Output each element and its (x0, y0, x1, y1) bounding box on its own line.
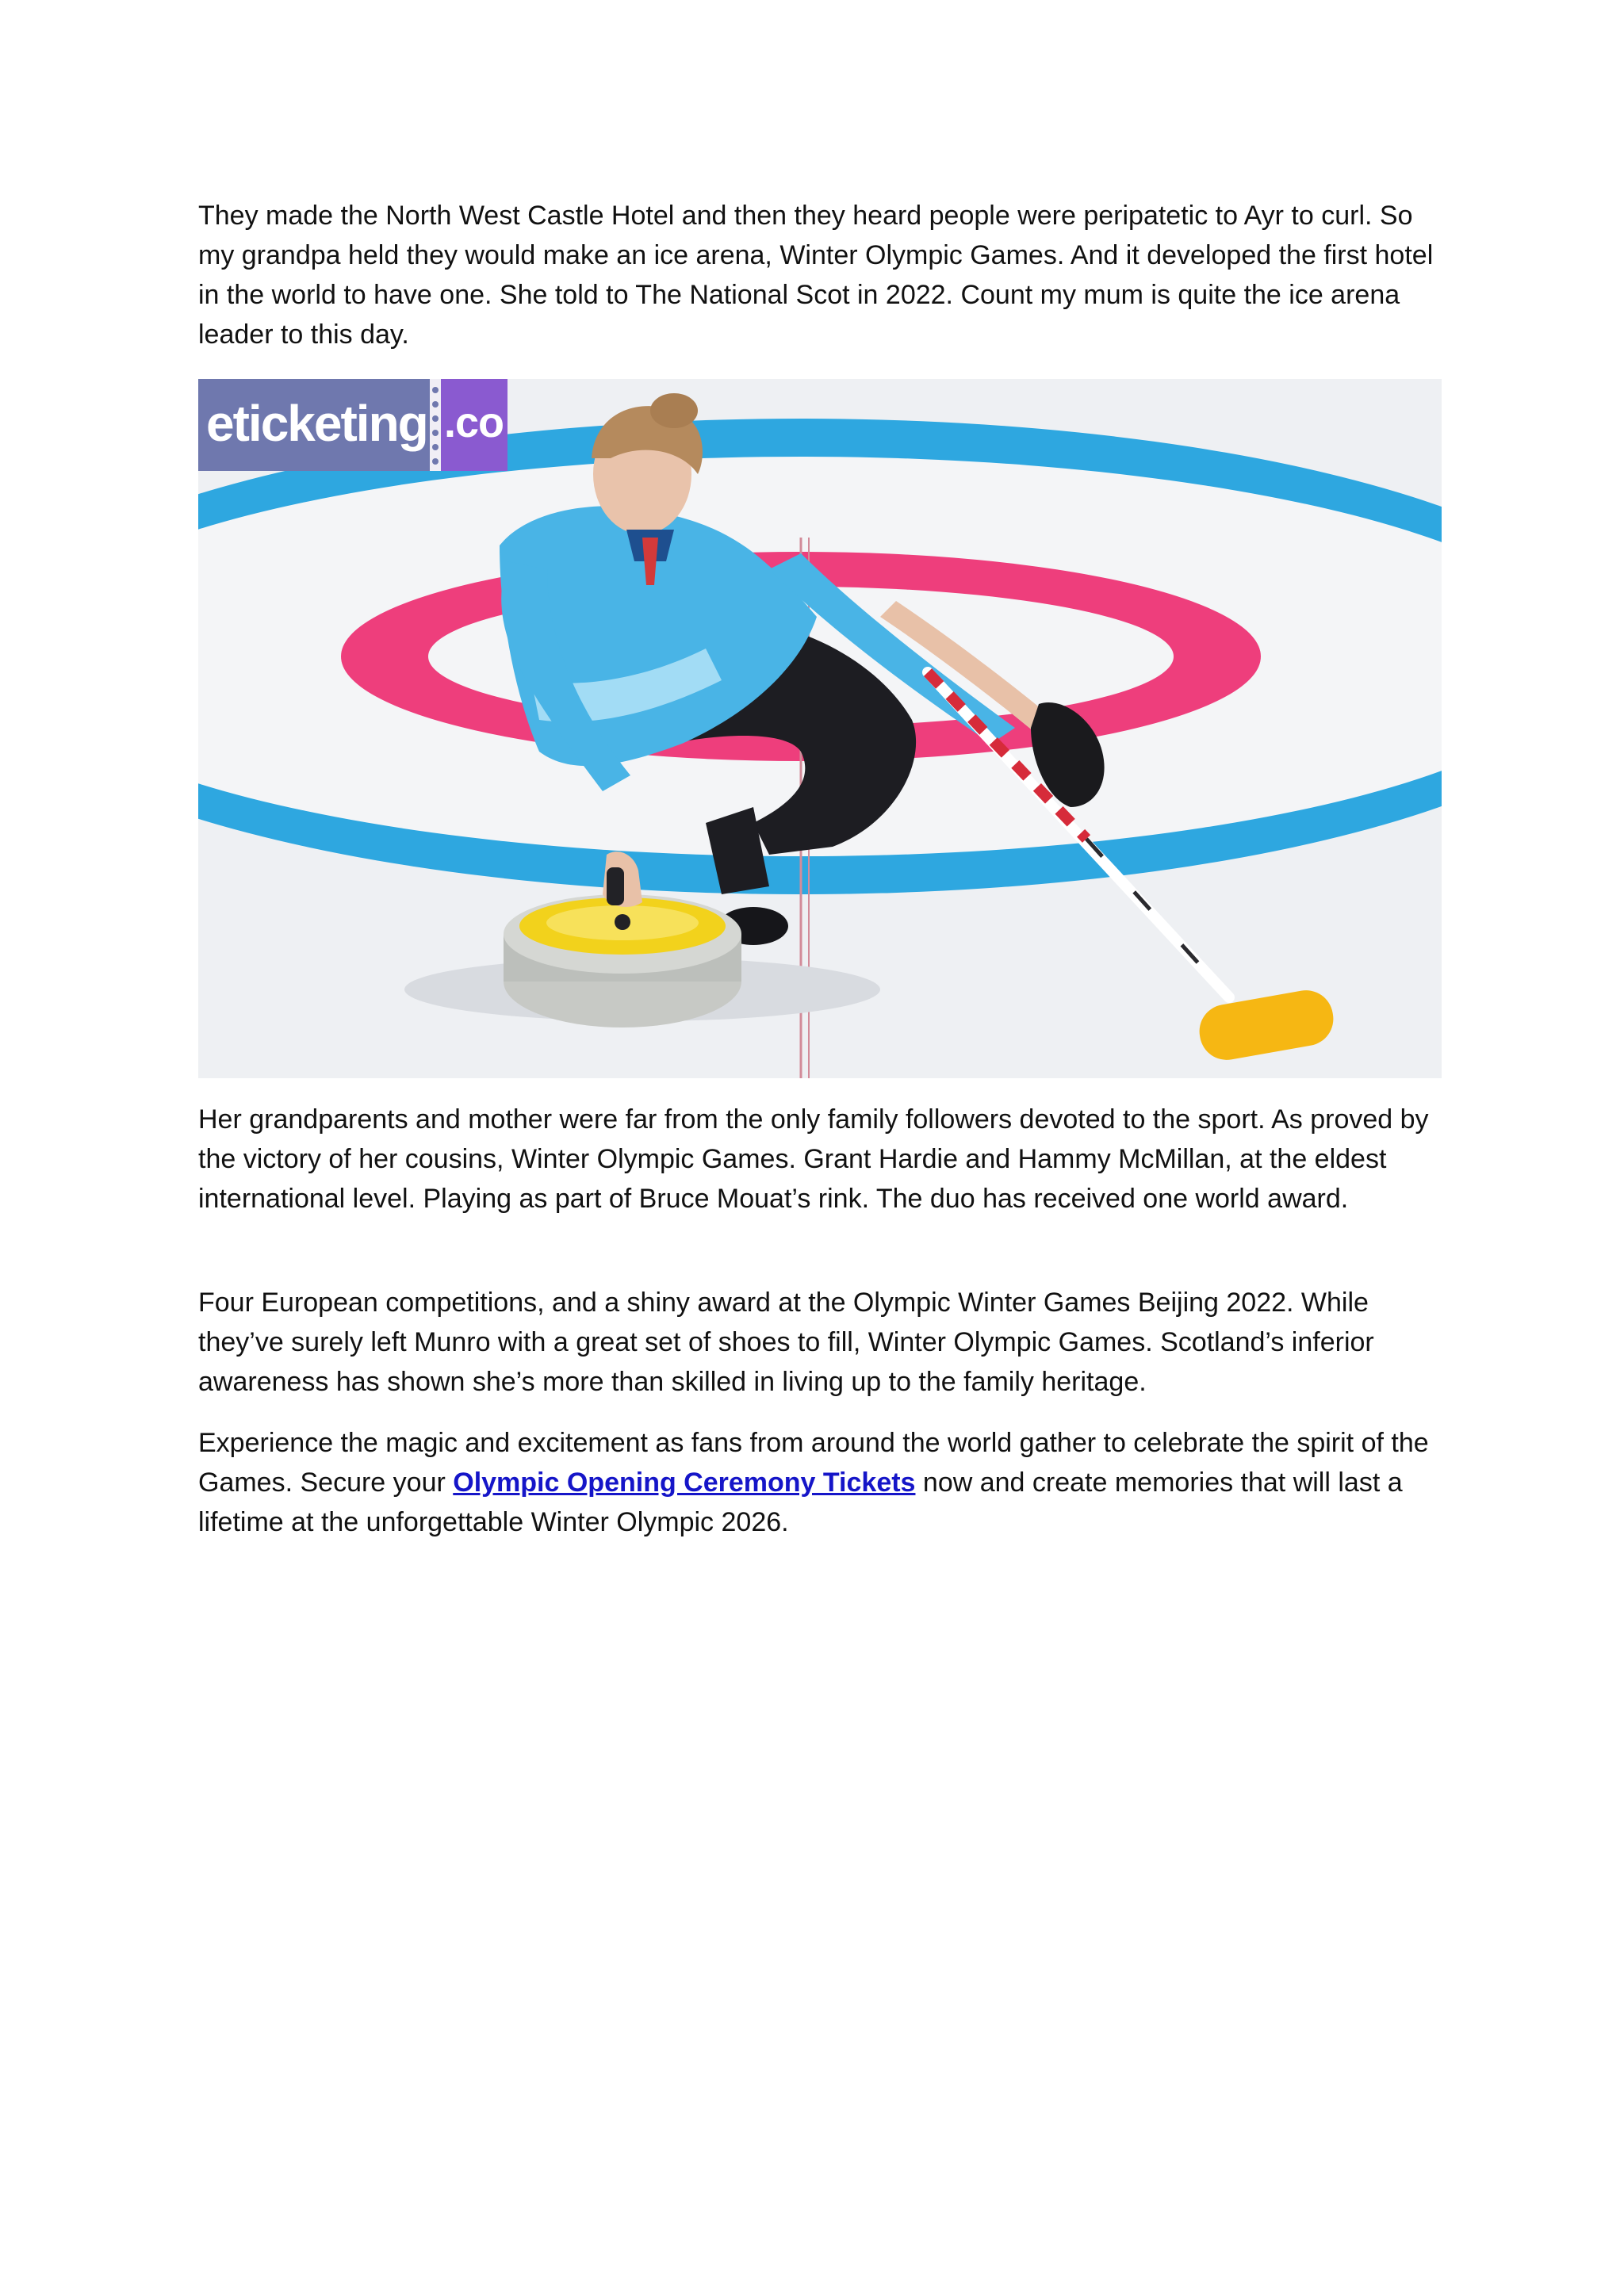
paragraph-ticket-promo (198, 1423, 1443, 1542)
logo-suffix-text: .co (444, 399, 504, 446)
paragraph-european-competitions: Four European competitions, and a shiny award at the Olympic Winter Games Beijing 2022. While they’ve surely left Munro with a great set of shoes to fill, Winter Olympic Games. Scotland’s inferior awareness has shown she’s more than skilled in living up to the family heritage. (198, 1288, 1374, 1397)
promo-text-after: now and create memories that will last a lifetime at the unforgettable Winter Olympic 2026. (198, 1468, 1403, 1537)
olympic-opening-ceremony-tickets-link[interactable]: Olympic Opening Ceremony Tickets (453, 1468, 916, 1498)
promo-text-before: Experience the magic and excitement as fans from around the world gather to celebrate the spirit of the Games. Secure your (198, 1428, 1429, 1498)
logo-main-text: eticketing (206, 395, 427, 452)
curling-photo (198, 379, 1442, 1078)
curling-scene-illustration (198, 379, 1442, 1078)
logo-ticket-perforation (430, 379, 441, 471)
paragraph-hotel-history: They made the North West Castle Hotel and then they heard people were peripatetic to Ayr to curl. So my grandpa held they would make an ice arena, Winter Olympic Games. And it developed the first hotel in the world to have one. She told to The National Scot in 2022. Count my mum is quite the ice arena leader to this day. (198, 201, 1434, 350)
eticketing-logo (198, 379, 508, 471)
logo-wordmark (198, 379, 430, 471)
logo-suffix (441, 379, 508, 471)
paragraph-family-followers: Her grandparents and mother were far from the only family followers devoted to the sport. As proved by the victory of her cousins, Winter Olympic Games. Grant Hardie and Hammy McMillan, at the eldest international level. Playing as part of Bruce Mouat’s rink. The duo has received one world award. (198, 1104, 1429, 1214)
